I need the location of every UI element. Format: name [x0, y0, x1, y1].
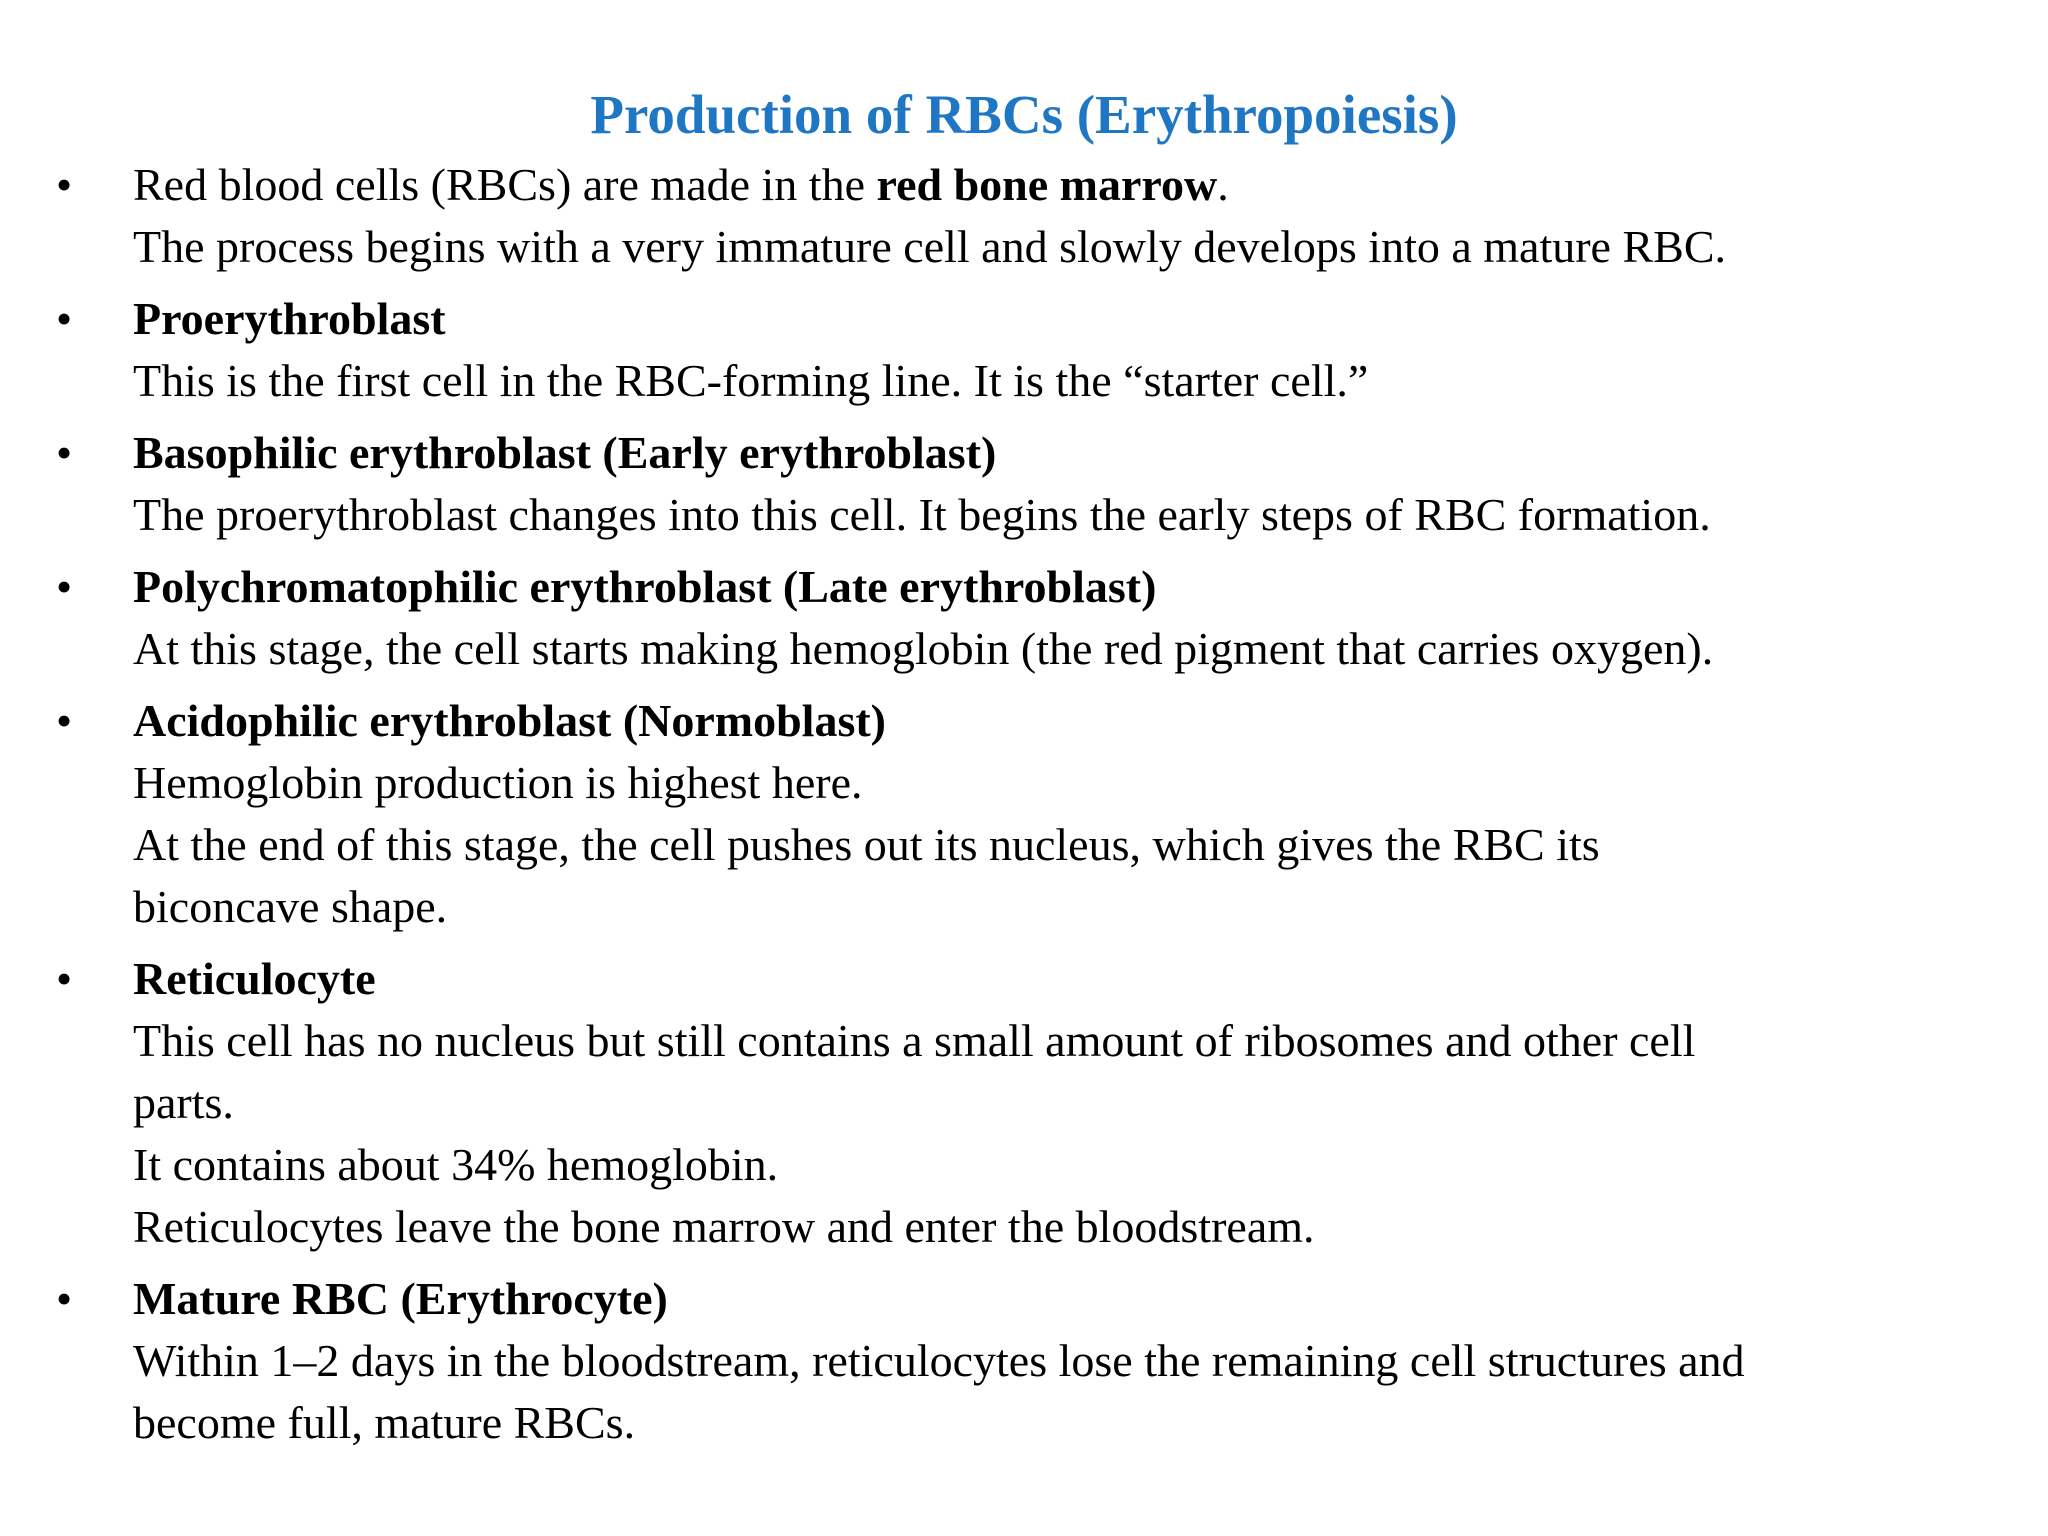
stage-text-line: Reticulocytes leave the bone marrow and enter the bloodstream. — [133, 1201, 1315, 1252]
stage-text-line: It contains about 34% hemoglobin. — [133, 1139, 779, 1190]
stage-text-line: parts. — [133, 1077, 234, 1128]
stage-heading: Proerythroblast — [133, 293, 446, 344]
bullet-item-basophilic-erythroblast — [0, 422, 2048, 546]
bullet-list — [0, 154, 2048, 1464]
stage-heading: Acidophilic erythroblast (Normoblast) — [133, 695, 887, 746]
bullet-item-proerythroblast — [0, 288, 2048, 412]
bullet-dot: • — [56, 953, 73, 1004]
bullet-dot: • — [56, 159, 73, 210]
intro-text-before: Red blood cells (RBCs) are made in the — [133, 159, 877, 210]
bullet-dot: • — [56, 293, 73, 344]
stage-text-line: Hemoglobin production is highest here. — [133, 757, 863, 808]
intro-line-2: The process begins with a very immature cell and slowly develops into a mature RBC. — [133, 221, 1727, 272]
bullet-item-mature-rbc — [0, 1268, 2048, 1454]
bullet-item-intro — [0, 154, 2048, 278]
stage-heading: Basophilic erythroblast (Early erythroblast) — [133, 427, 997, 478]
stage-text-line: At this stage, the cell starts making hemoglobin (the red pigment that carries oxygen). — [133, 623, 1714, 674]
stage-text-line: Within 1–2 days in the bloodstream, reticulocytes lose the remaining cell structures and — [133, 1335, 1745, 1386]
stage-text-line: The proerythroblast changes into this cell. It begins the early steps of RBC formation. — [133, 489, 1711, 540]
bullet-item-polychromatophilic-erythroblast — [0, 556, 2048, 680]
bullet-dot: • — [56, 427, 73, 478]
stage-heading: Mature RBC (Erythrocyte) — [133, 1273, 668, 1324]
stage-text-line: become full, mature RBCs. — [133, 1397, 636, 1448]
bullet-item-acidophilic-erythroblast — [0, 690, 2048, 938]
stage-text-line: This is the first cell in the RBC-forming line. It is the “starter cell.” — [133, 355, 1369, 406]
slide-title: Production of RBCs (Erythropoiesis) — [590, 84, 1458, 145]
stage-text-line: This cell has no nucleus but still contains a small amount of ribosomes and other cell — [133, 1015, 1696, 1066]
intro-line-1 — [133, 154, 2008, 216]
bullet-dot: • — [56, 561, 73, 612]
bullet-item-reticulocyte — [0, 948, 2048, 1258]
stage-heading: Polychromatophilic erythroblast (Late erythroblast) — [133, 561, 1157, 612]
bullet-dot: • — [56, 1273, 73, 1324]
intro-text-after: . — [1217, 159, 1229, 210]
intro-bold-term: red bone marrow — [876, 159, 1218, 210]
bullet-dot: • — [56, 695, 73, 746]
stage-text-line: biconcave shape. — [133, 881, 448, 932]
stage-text-line: At the end of this stage, the cell pushes out its nucleus, which gives the RBC its — [133, 819, 1600, 870]
stage-heading: Reticulocyte — [133, 953, 376, 1004]
